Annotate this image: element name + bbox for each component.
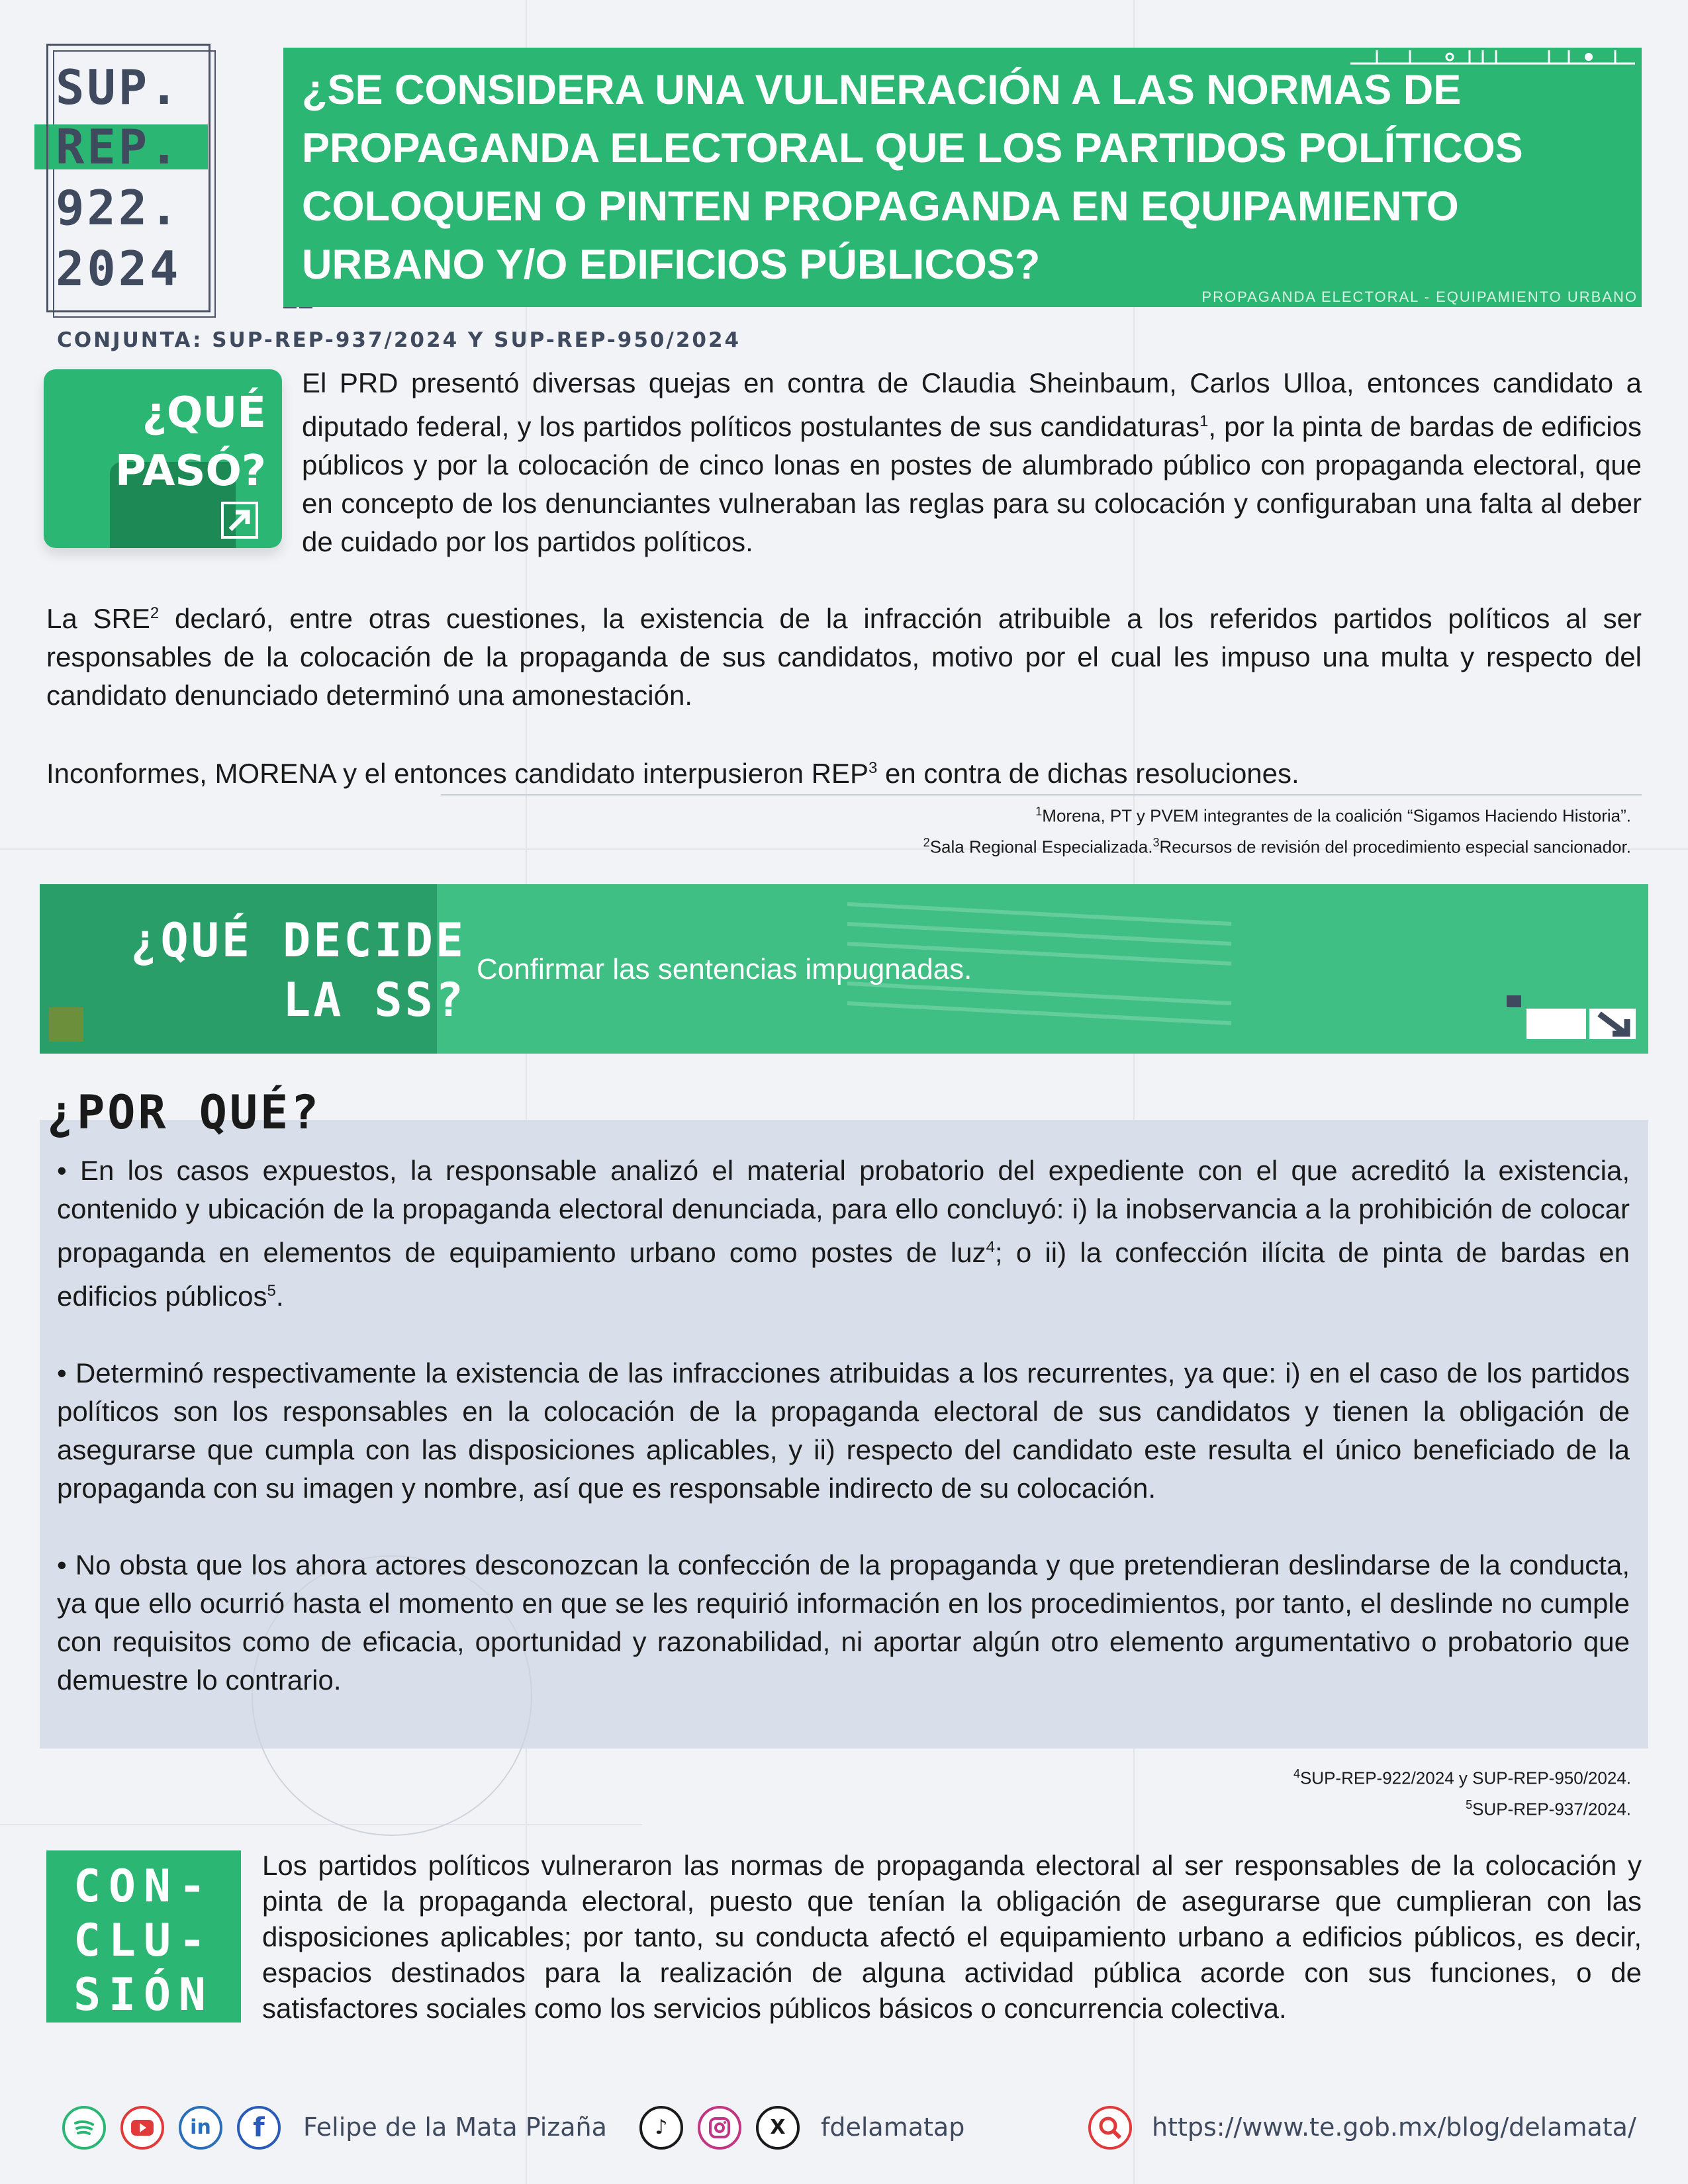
que-paso-paragraph-3: Inconformes, MORENA y el entonces candidato interpusieron REP$^3$ en contra de dichas resoluciones. [46,758,1299,789]
footnotes-2 [837,1760,1631,1822]
footnote-ref: 4 [986,1238,995,1256]
case-line-4: 2024 [56,241,181,296]
que-paso-heading-line-1: ¿QUÉ [142,388,266,437]
footnote-2-3: $^2$Sala Regional Especializada.$^3$Recursos de revisión del procedimiento especial sancionador. [923,835,1631,857]
footnotes-1 [440,798,1631,860]
footnote-ref: 1 [1199,412,1209,430]
author-name: Felipe de la Mata Pizaña [303,2113,607,2142]
spotify-icon[interactable] [62,2106,106,2150]
footnote-1: $^1$Morena, PT y PVEM integrantes de la coalición “Sigamos Haciendo Historia”. [1035,805,1631,826]
joined-cases: CONJUNTA: SUP-REP-937/2024 Y SUP-REP-950/2024 [57,328,741,352]
decision-heading [69,911,466,1030]
que-paso-card [44,369,282,548]
search-icon[interactable] [1088,2106,1132,2150]
footnote-5: $^5$SUP-REP-937/2024. [1466,1797,1631,1819]
decision-answer: Confirmar las sentencias impugnadas. [477,953,972,985]
decision-heading-line-1: ¿QUÉ DECIDE [130,913,466,968]
conclusion-heading-line-3: SIÓN [73,1969,214,2021]
accent-square [49,1007,83,1042]
decision-banner [40,884,1648,1054]
que-paso-heading-line-2: PASÓ? [115,447,266,496]
tiktok-icon[interactable]: ♪ [639,2106,683,2150]
conclusion-heading-line-1: CON- [73,1860,214,1913]
reason-item: • No obsta que los ahora actores desconozcan la confección de la propaganda y que pretendieran deslindarse de la conducta, ya que ello ocurrió hasta el momento en que se les requirió información en los procedimientos, por tanto, el deslinde no cumple con requisitos como de eficacia, oportunidad y razonabilidad, ni aportar algún otro elemento argumentativo o probatorio que demuestre lo contrario. [57,1549,1630,1696]
conclusion-text: Los partidos políticos vulneraron las normas de propaganda electoral al ser responsables de la colocación y pinta de la propaganda electoral, puesto que tenían la obligación de asegurarse que cumplieran con las disposiciones aplicables; por tanto, su conducta afectó el equipamiento urbano a edificios públicos, es decir, espacios destinados para la realización de alguna actividad pública acorde con sus funciones, o de satisfactores sociales como los servicios públicos básicos o concurrencia colectiva. [262,1850,1642,2024]
topic-tag: PROPAGANDA ELECTORAL - EQUIPAMIENTO URBANO [1201,289,1638,305]
conclusion-heading-line-2: CLU- [73,1915,214,1967]
linkedin-icon[interactable]: in [179,2106,222,2150]
footnote-divider [441,794,1642,796]
reason-item: • En los casos expuestos, la responsable analizó el material probatorio del expediente con el que acreditó la existencia, contenido y ubicación de la propaganda electoral denunciada, para ello concluyó: i) la inobservancia a la prohibición de colocar propaganda en elementos de equipamiento urbano como postes de luz$^4$; o ii) la confección ilícita de pinta de bardas en edificios públicos$^5$. [57,1155,1630,1312]
que-paso-paragraph-2: La SRE$^2$ declaró, entre otras cuestiones, la existencia de la infracción atribuible a los referidos partidos políticos al ser responsables de la colocación de la propaganda de sus candidatos, motivo por el cual les impuso una multa y respecto del candidato denunciado determinó una amonestación. [46,603,1642,711]
arrow-up-right-icon [221,502,258,539]
blog-url[interactable]: https://www.te.gob.mx/blog/delamata/ [1152,2113,1636,2142]
x-icon[interactable]: X [756,2106,800,2150]
conclusion-label-box [46,1850,241,2023]
instagram-icon[interactable] [698,2106,741,2150]
case-line-2: REP. [56,119,181,175]
page-title: ¿SE CONSIDERA UNA VULNERACIÓN A LAS NORMAS DE PROPAGANDA ELECTORAL QUE LOS PARTIDOS POLÍTICOS COLOQUEN O PINTEN PROPAGANDA EN EQUIPAMIENTO URBANO Y/O EDIFICIOS PÚBLICOS? [302,67,1523,288]
que-paso-heading [115,384,266,500]
footnote-ref: 3 [868,759,878,777]
grid-line [0,1824,642,1825]
case-line-1: SUP. [56,60,181,115]
footnote-ref: 2 [150,604,160,622]
que-paso-paragraph-1: El PRD presentó diversas quejas en contra de Claudia Sheinbaum, Carlos Ulloa, entonces candidato a diputado federal, y los partidos políticos postulantes de sus candidaturas$^1$, por la pinta de bardas de edificios públicos y por la colocación de cinco lonas en postes de alumbrado público con propaganda electoral, que en concepto de los denunciantes vulneraban las reglas para su colocación y configuraban una falta al deber de cuidado por los partidos políticos. [302,367,1642,557]
case-line-3: 922. [56,180,181,236]
reason-item: • Determinó respectivamente la existencia de las infracciones atribuidas a los recurrentes, ya que: i) en el caso de los partidos políticos son los responsables en la colocación de la propaganda electoral de sus candidatos y tienen la obligación de asegurarse que cumpla con las disposiciones aplicables, y ii) respecto del candidato este resulta el único beneficiado de la propaganda con su imagen y nombre, así que es responsable indirecto de su colocación. [57,1357,1630,1504]
reasons-list [57,1152,1630,1738]
social-handle: fdelamatap [821,2113,965,2142]
decision-heading-line-2: LA SS? [283,973,466,1027]
footnote-4: $^4$SUP-REP-922/2024 y SUP-REP-950/2024. [1293,1767,1631,1788]
youtube-icon[interactable] [120,2106,164,2150]
conclusion-heading [46,1860,241,2023]
reasons-heading: ¿POR QUÉ? [46,1085,322,1140]
footnote-ref: 5 [267,1282,276,1300]
arrow-down-right-icon [1507,995,1639,1042]
facebook-icon[interactable]: f [237,2106,281,2150]
